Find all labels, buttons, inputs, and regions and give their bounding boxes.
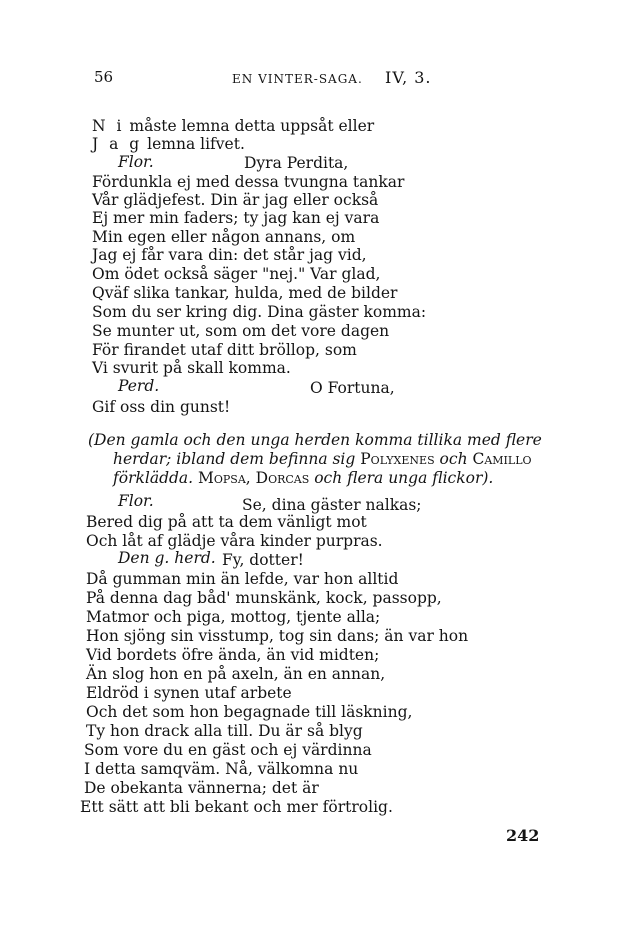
speaker-name: Flor. [118, 153, 154, 171]
verse-line: N i måste lemna detta uppsåt eller [92, 117, 375, 135]
verse-line: Fördunkla ej med dessa tvungna tankar [92, 173, 405, 191]
verse-line: Se, dina gäster nalkas; [242, 496, 422, 514]
verse-line: Som du ser kring dig. Dina gäster komma: [92, 303, 427, 321]
stage-direction-line: (Den gamla och den unga herden komma tillika med flere [88, 431, 542, 449]
verse-line: Hon sjöng sin visstump, tog sin dans; än var hon [86, 627, 469, 645]
page-number: 56 [94, 68, 114, 86]
verse-line: Bered dig på att ta dem vänligt mot [86, 513, 367, 531]
stage-direction-line: förklädda. Mopsa, Dorcas och flera unga flickor). [113, 469, 494, 487]
speaker-name: Flor. [118, 492, 154, 510]
verse-line: Gif oss din gunst! [92, 398, 231, 416]
character-name: Polyxenes [360, 450, 435, 468]
verse-line: Se munter ut, som om det vore dagen [92, 322, 390, 340]
verse-line: Och låt af glädje våra kinder purpras. [86, 532, 383, 550]
verse-line: Vid bordets öfre ända, än vid midten; [86, 646, 380, 664]
verse-line: Matmor och piga, mottog, tjente alla; [86, 608, 381, 626]
verse-line: J a g lemna lifvet. [92, 135, 245, 153]
speaker-line [118, 153, 154, 171]
stage-direction-line: herdar; ibland dem befinna sig Polyxenes och Camillo [113, 450, 532, 468]
verse-line: Min egen eller någon annans, om [92, 228, 356, 246]
speaker-line [118, 549, 216, 567]
verse-line: De obekanta vännerna; det är [84, 779, 319, 797]
section-marker: IV, 3. [385, 68, 432, 87]
speaker-name: Den g. herd. [118, 549, 216, 567]
verse-line: Och det som hon begagnade till läskning, [86, 703, 413, 721]
running-title: EN VINTER-SAGA. [232, 72, 363, 86]
verse-line: Vår glädjefest. Din är jag eller också [92, 191, 379, 209]
verse-line: Än slog hon en på axeln, än en annan, [86, 665, 386, 683]
verse-line: Qväf slika tankar, hulda, med de bilder [92, 284, 398, 302]
verse-line: Vi svurit på skall komma. [92, 359, 291, 377]
verse-line: Om ödet också säger "nej." Var glad, [92, 265, 381, 283]
verse-line: Som vore du en gäst och ej värdinna [84, 741, 372, 759]
verse-line: För firandet utaf ditt bröllop, som [92, 341, 357, 359]
verse-line: Eldröd i synen utaf arbete [86, 684, 292, 702]
verse-line: I detta samqväm. Nå, välkomna nu [84, 760, 359, 778]
verse-line: Då gumman min än lefde, var hon alltid [86, 570, 399, 588]
signature-number: 242 [506, 826, 540, 845]
verse-line: På denna dag båd' munskänk, kock, passopp, [86, 589, 442, 607]
verse-line: Dyra Perdita, [244, 154, 349, 172]
verse-line: Ett sätt att bli bekant och mer förtrolig. [80, 798, 393, 816]
verse-line: Ej mer min faders; ty jag kan ej vara [92, 209, 380, 227]
verse-line: O Fortuna, [310, 379, 395, 397]
speaker-line [118, 377, 159, 395]
verse-line: Fy, dotter! [222, 551, 304, 569]
character-name: Camillo [472, 450, 532, 468]
speaker-line [118, 492, 154, 510]
speaker-name: Perd. [118, 377, 160, 395]
verse-line: Jag ej får vara din: det står jag vid, [92, 246, 367, 264]
verse-line: Ty hon drack alla till. Du är så blyg [86, 722, 363, 740]
character-name: Mopsa, Dorcas [198, 469, 310, 487]
